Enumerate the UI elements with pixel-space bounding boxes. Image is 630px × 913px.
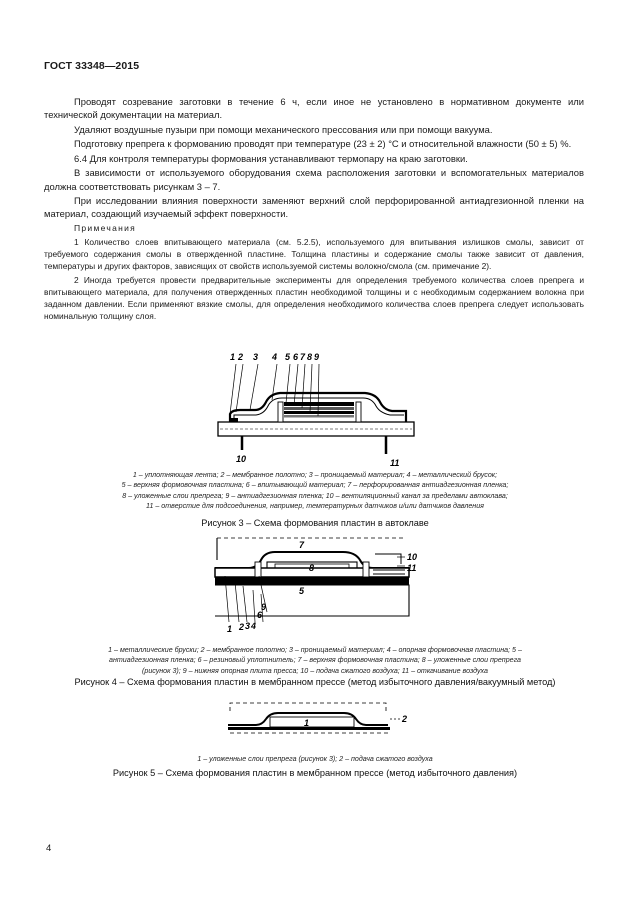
label-11: 11	[407, 563, 417, 573]
vent-and-port	[242, 436, 386, 454]
label-2: 2	[238, 352, 244, 362]
paragraph: Проводят созревание заготовки в течение 6 ч, если иное не установлено в нормативном документе или технической документации на материал.	[44, 96, 584, 121]
figure-3-legend: 1 – уплотняющая лента; 2 – мембранное полотно; 3 – проницаемый материал; 4 – металлический брусок; 5 – верхняя формовочная пластина; 6 – впитывающий материал; 7 – перфорированная антиадгезионная пленка; 8 – уложенные слои препрега; 9 – антиадгезионная пленка; 10 – вентиляционный канал за пределами автоклава; 11 – отверстие для подсоединения, например, температурных датчиков и/или датчиков давления	[121, 471, 509, 511]
notes-heading: Примечания	[74, 222, 137, 233]
figure-3-caption: Рисунок 3 – Схема формования пластин в автоклаве	[201, 518, 429, 528]
label-6: 6	[257, 610, 263, 620]
paragraph: В зависимости от используемого оборудования схема расположения заготовки и вспомогательных материалов должна соответствовать рисункам 3 – 7.	[44, 167, 584, 192]
page-number: 4	[46, 843, 52, 854]
paragraph: Подготовку препрега к формованию проводят при температуре (23 ± 2) °С и относительной влажности (50 ± 5) %.	[74, 138, 572, 150]
label-8: 8	[307, 352, 313, 362]
note-item: 1 Количество слоев впитывающего материала (см. 5.2.5), используемого для впитывания излишков смолы, зависит от требуемого содержания смолы в отвержденной пластине. Толщина пластины и содержание смолы также зависит от давления, температуры и других факторов, зависящих от свойств используемой системы волокно/смола (см. примечание 2).	[44, 237, 584, 272]
figure-4-diagram	[205, 532, 430, 636]
paragraph: При исследовании влияния поверхности заменяют верхний слой перфорированной антиадгезионной пленки на материал, создающий изучаемый эффект поверхности.	[44, 195, 584, 220]
label-5: 5	[285, 352, 291, 362]
figure-5-caption: Рисунок 5 – Схема формования пластин в мембранном прессе (метод избыточного давления)	[112, 768, 518, 778]
label-1: 1	[230, 352, 236, 362]
main-text	[44, 95, 584, 323]
figure-5-legend: 1 – уложенные слои препрега (рисунок 3); 2 – подача сжатого воздуха	[197, 755, 433, 763]
label-9: 9	[314, 352, 320, 362]
label-8: 8	[309, 563, 315, 573]
label-1: 1	[227, 624, 233, 634]
label-11: 11	[390, 458, 400, 468]
paragraph: Удаляют воздушные пузыри при помощи механического прессования или при помощи вакуума.	[74, 123, 493, 135]
label-5: 5	[299, 586, 305, 596]
label-2: 2	[239, 622, 245, 632]
label-9: 9	[261, 602, 267, 612]
paragraph: 6.4 Для контроля температуры формования устанавливают термопару на краю заготовки.	[74, 152, 468, 164]
label-10: 10	[236, 454, 247, 464]
label-4: 4	[251, 621, 257, 631]
label-1: 1	[304, 718, 310, 728]
press-frame	[230, 703, 386, 711]
label-4: 4	[272, 352, 278, 362]
label-3: 3	[253, 352, 259, 362]
figure-5-diagram	[218, 695, 418, 745]
figure-4-caption: Рисунок 4 – Схема формования пластин в мембранном прессе (метод избыточного давления/вакуумный метод)	[74, 677, 556, 687]
document-header: ГОСТ 33348—2015	[44, 60, 140, 72]
label-2: 2	[402, 714, 408, 724]
label-7: 7	[300, 352, 306, 362]
autoclave-plate	[218, 422, 414, 436]
label-3: 3	[245, 621, 251, 631]
label-6: 6	[293, 352, 299, 362]
figure-4-legend: 1 – металлические бруски; 2 – мембранное полотно; 3 – проницаемый материал; 4 – опорная формовочная пластина; 5 – антиадгезионная пленка; 6 – резиновый уплотнитель; 7 – верхняя формовочная пластина; 8 – уложенные слои препрега (рисунок 3); 9 – нижняя опорная плита пресса; 10 – подача сжатого воздуха; 11 – откачивание воздуха	[108, 646, 522, 675]
label-7: 7	[299, 540, 305, 550]
membrane-and-plates	[215, 552, 409, 616]
note-item: 2 Иногда требуется провести предварительные эксперименты для определения требуемого количества слоев препрега и впитывающего материала, для получения отвержденных пластин необходимой толщины и с необходимым содержанием волокна при заданном давлении. Если применяют вязкие смолы, для определения необходимого количества слоев препрега следует использовать номинальную толщину слоя.	[44, 274, 584, 321]
label-10: 10	[407, 552, 418, 562]
figure-3-diagram	[200, 350, 430, 470]
